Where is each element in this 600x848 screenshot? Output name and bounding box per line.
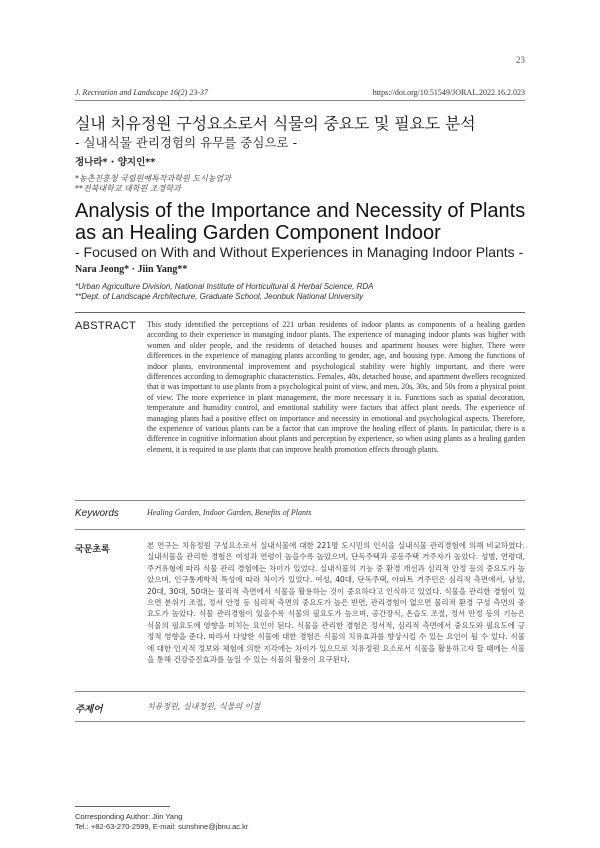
abstract-text: This study identified the perceptions of 221 urban residents of indoor plants as components of a healing garden according to their experience in managing indoor plants. The experience of managing indoor plants was higher with women and older people, and the residents of detached houses and apartment houses were higher. There were differences in the experience of managing plants according to gender, age, and housing type. Among the functions of indoor plants, environmental improvement and psychological stability were highly important, and there were differences according to demographic characteristics. Females, 40s, detached house, and apartment dwellers recognized that it was important to use plants from a psychological point of view, and men, 20s, 30s, and 50s from a physical point of view. The more experience in plant management, the more necessary it is. Functions such as spatial decoration, temperature and humidity control, and emotional stability were factors that affect plant needs. The experience of managing plants had a positive effect on importance and necessity in emotional and psychological aspects. Therefore, the experience of various plants can be a factor that can improve the healing effect of plants. In particular, there is a difference in cognitive information about plants and perception by experience, so when using plants as a healing garden element, it is required to use plants that can improve health promotion effects through plants. (147, 320, 525, 454)
english-affiliation-2: **Dept. of Landscape Architecture, Graduate School, Jeonbuk National University (75, 292, 364, 301)
keywords-text: Healing Garden, Indoor Garden, Benefits of Plants (147, 508, 312, 517)
korean-authors: 정나라* · 양지인** (75, 157, 156, 168)
abstract-label: ABSTRACT (75, 320, 137, 332)
korean-abstract-text: 본 연구는 치유정원 구성요소로서 실내식물에 대한 221명 도시민의 인식을 실내식물 관리경험에 의해 비교하였다. 실내식물을 관리한 경험은 여성과 연령이 높을수록 높았으며, 단독주택과 공동주택 거주자가 높았다. 성별, 연령대, 주거유형에 따라 식물 관리 경험에는 차이가 있었다. 실내식물의 기능 중 환경 개선과 심리적 안정 등의 중요도가 높았으며, 인구통계학적 특성에 따라 차이가 있었다. 여성, 40대, 단독주택, 아파트 거주민은 심리적 측면에서, 남성, 20대, 30대, 50대는 물리적 측면에서 식물을 활용하는 것이 중요하다고 인식하고 있었다. 식물을 관리한 경험이 있으면 분위기 조절, 정서 안정 등 심리적 측면의 중요도가 높은 반면, 관리경험이 없으면 물리적 환경 구성 측면의 중요도가 높았다. 식물 관리경험이 있을수록 식물의 필요도가 높으며, 공간장식, 온습도 조절, 정서 안정 등의 기능은 식물의 필요도에 영향을 미치는 요인이 된다. 식물을 관리한 경험은 정서적, 심리적 측면에서 중요도와 필요도에 긍정적 영향을 준다. 따라서 다양한 식물에 대한 경험은 식물의 치유효과를 향상시킬 수 있는 요인이 될 수 있다. 식물에 대한 인지적 정보와 체험에 의한 지각에는 차이가 있으므로 치유정원 요소로서 식물을 활용하고자 할 때에는 식물을 통해 건강증진효과를 높일 수 있는 식물의 활용이 요구된다. (147, 541, 525, 665)
header-divider (75, 100, 525, 101)
abstract-top-divider (75, 312, 525, 313)
korean-subtitle: - 실내식물 관리경험의 유무를 중심으로 - (75, 135, 298, 150)
english-subtitle: - Focused on With and Without Experiences in Managing Indoor Plants - (75, 244, 524, 260)
korean-affiliation-1: *농촌진흥청 국립원예특작과학원 도시농업과 (75, 174, 231, 183)
korean-keywords-text: 치유정원, 실내정원, 식물의 이점 (147, 702, 261, 711)
page-number: 23 (516, 55, 525, 65)
korean-abstract-divider (75, 691, 525, 692)
footnote-divider (75, 806, 170, 807)
abstract-bottom-divider (75, 500, 525, 501)
corresponding-contact: Tel.: +82-63-270-2599, E-mail: sunshine@jbnu.ac.kr (75, 822, 249, 831)
journal-reference: J. Recreation and Landscape 16(2) 23-37 (75, 88, 209, 97)
korean-keywords-label: 주제어 (75, 704, 103, 715)
english-authors: Nara Jeong* · Jiin Yang** (75, 264, 188, 275)
corresponding-author: Corresponding Author: Jiin Yang (75, 812, 183, 821)
korean-title: 실내 치유정원 구성요소로서 식물의 중요도 및 필요도 분석 (75, 114, 476, 133)
korean-abstract-label: 국문초록 (75, 545, 110, 555)
keywords-label: Keywords (75, 508, 119, 519)
running-head (75, 88, 525, 100)
korean-keywords-divider (75, 721, 525, 722)
keywords-divider (75, 529, 525, 530)
english-affiliation-1: *Urban Agriculture Division, National Institute of Horticultural & Herbal Science, RDA (75, 282, 374, 291)
korean-affiliation-2: **전북대학교 대학원 조경학과 (75, 184, 181, 193)
doi-link[interactable]: https://doi.org/10.51549/JORAL.2022.16.2.023 (372, 88, 525, 97)
english-title: Analysis of the Importance and Necessity of Plants as an Healing Garden Component Indoor (75, 200, 526, 244)
